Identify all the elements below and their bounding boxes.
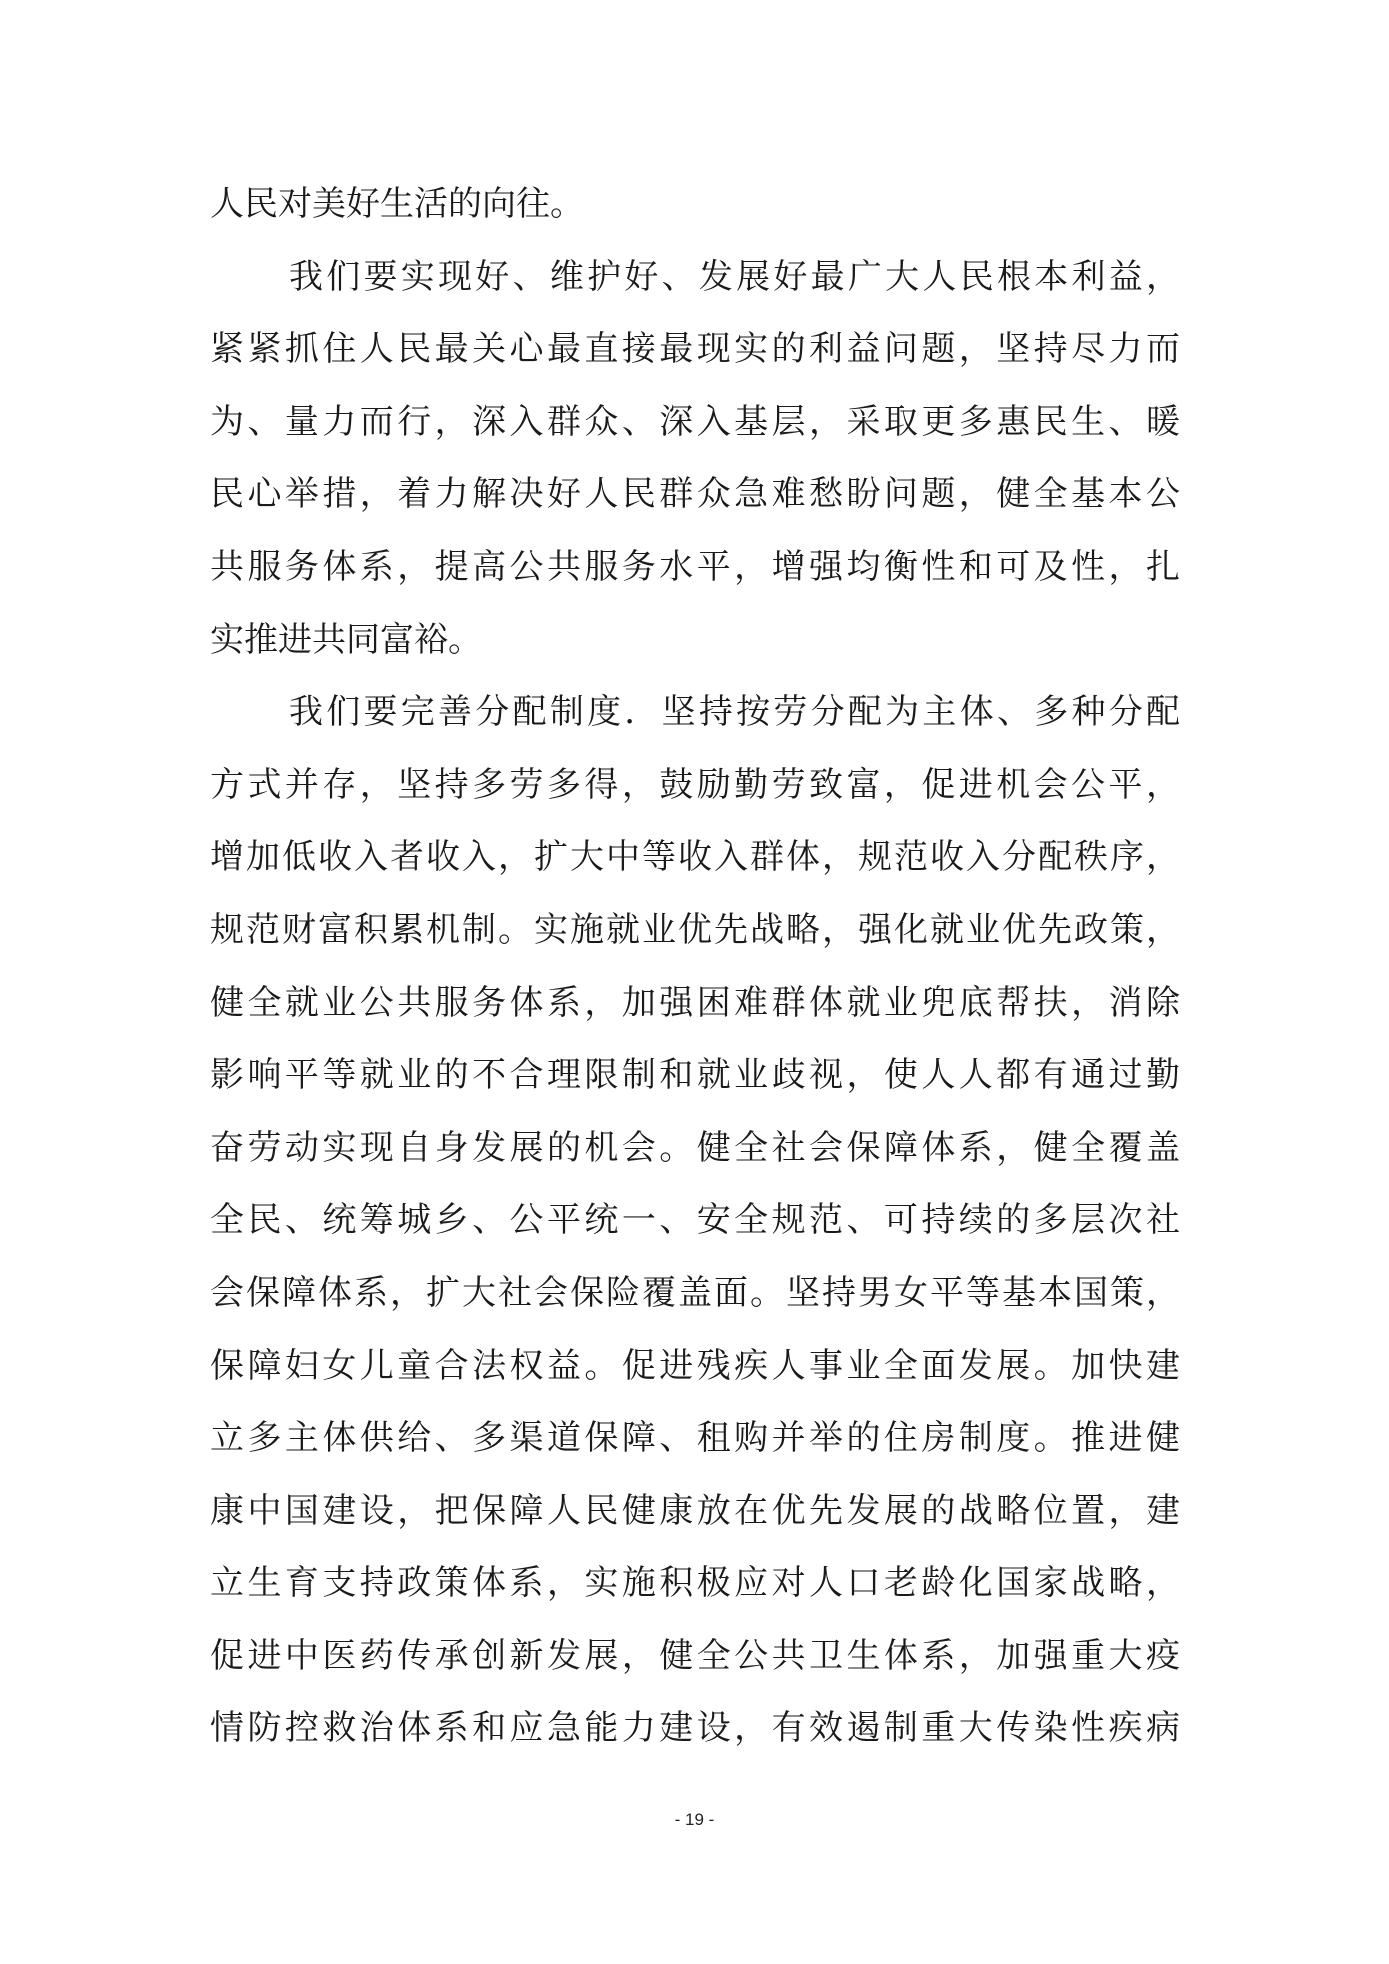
text-line: 方式并存，坚持多劳多得，鼓励勤劳致富，促进机会公平， [210, 764, 1180, 805]
page-number: - 19 - [674, 1810, 715, 1829]
text-line: 会保障体系，扩大社会保险覆盖面。坚持男女平等基本国策， [210, 1272, 1180, 1313]
body-text [210, 168, 1180, 1765]
text-line: 影响平等就业的不合理限制和就业歧视，使人人都有通过勤 [210, 1055, 1180, 1096]
text-line: 为、量力而行，深入群众、深入基层，采取更多惠民生、暖 [210, 401, 1180, 442]
text-line: 康中国建设，把保障人民健康放在优先发展的战略位置，建 [210, 1490, 1180, 1531]
text-line: 奋劳动实现自身发展的机会。健全社会保障体系，健全覆盖 [210, 1127, 1180, 1168]
text-line: 立多主体供给、多渠道保障、租购并举的住房制度。推进健 [210, 1418, 1180, 1459]
text-line: 实推进共同富裕。 [210, 619, 482, 660]
text-line: 立生育支持政策体系，实施积极应对人口老龄化国家战略， [210, 1563, 1180, 1604]
paragraph-first-line: 我们要完善分配制度．坚持按劳分配为主体、多种分配 [289, 692, 1180, 733]
paragraph-first-line: 我们要实现好、维护好、发展好最广大人民根本利益， [289, 256, 1180, 297]
text-line: 全民、统筹城乡、公平统一、安全规范、可持续的多层次社 [210, 1200, 1180, 1241]
text-line: 促进中医药传承创新发展，健全公共卫生体系，加强重大疫 [210, 1635, 1180, 1676]
text-line: 紧紧抓住人民最关心最直接最现实的利益问题，坚持尽力而 [210, 329, 1180, 370]
text-line: 规范财富积累机制。实施就业优先战略，强化就业优先政策， [210, 909, 1180, 950]
text-line: 保障妇女儿童合法权益。促进残疾人事业全面发展。加快建 [210, 1345, 1180, 1386]
text-line: 人民对美好生活的向往。 [210, 184, 584, 224]
text-line: 共服务体系，提高公共服务水平，增强均衡性和可及性，扎 [210, 546, 1180, 587]
text-line: 增加低收入者收入，扩大中等收入群体，规范收入分配秩序， [210, 837, 1180, 878]
text-line: 情防控救治体系和应急能力建设，有效遏制重大传染性疾病 [210, 1708, 1180, 1749]
text-line: 民心举措，着力解决好人民群众急难愁盼问题，健全基本公 [210, 474, 1180, 515]
text-line: 健全就业公共服务体系，加强困难群体就业兜底帮扶，消除 [210, 982, 1180, 1023]
